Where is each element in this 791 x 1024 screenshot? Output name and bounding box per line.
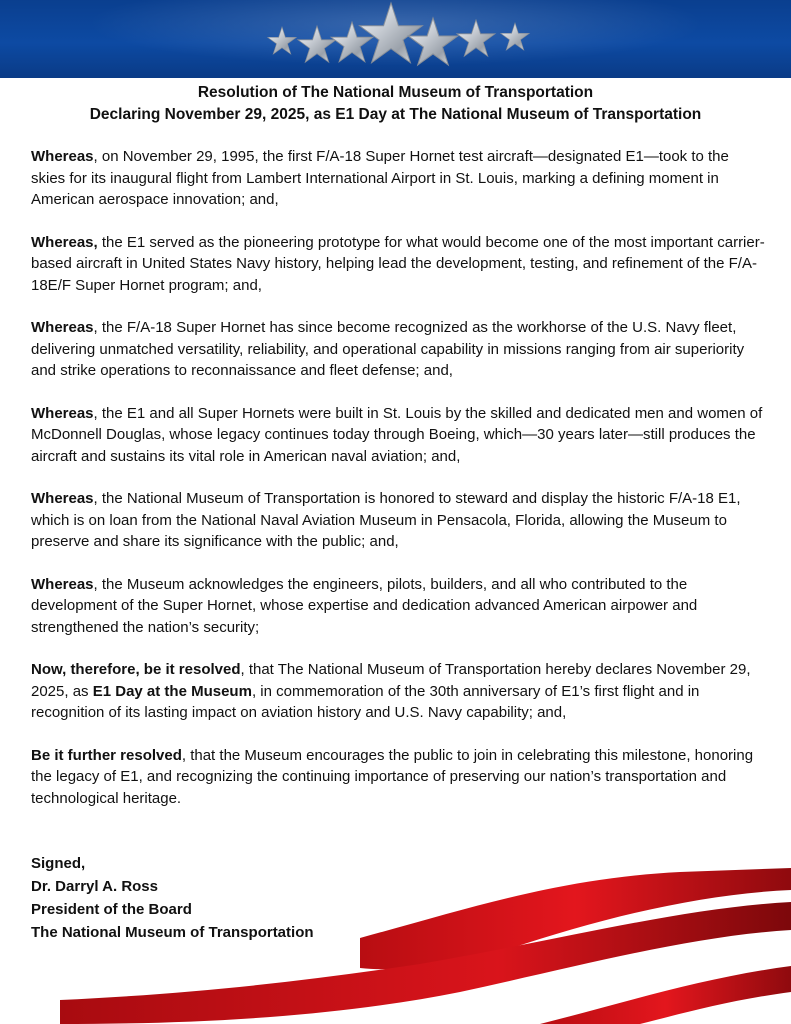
star-icon <box>268 27 297 54</box>
red-stripe <box>540 966 791 1024</box>
title-line-2: Declaring November 29, 2025, as E1 Day at The National Museum of Transportation <box>89 106 702 123</box>
silver-stars-icon <box>260 0 535 80</box>
further-text: , that the Museum encourages the public to join in celebrating this milestone, honoring the legacy of E1, and recognizing the continuing importance of preserving our nation’s transportation and technological heritage. <box>31 746 754 807</box>
paragraph-text: , on November 29, 1995, the first F/A-18 Super Hornet test aircraft—designated E1—took to the skies for its inaugural flight from Lambert International Airport in St. Louis, marking a defining moment in American aerospace innovation; and, <box>31 148 729 208</box>
resolved-text-before: , that The National Museum of Transportation hereby declares November 29, 2025, as <box>31 661 751 700</box>
resolved-paragraph <box>31 659 766 724</box>
whereas-paragraph <box>31 317 766 382</box>
whereas-paragraph <box>31 488 766 553</box>
signature-block <box>31 852 314 944</box>
whereas-paragraph <box>31 232 766 297</box>
title-line-1: Resolution of The National Museum of Transportation <box>197 84 594 101</box>
star-icon <box>457 20 495 56</box>
resolution-title <box>31 82 760 126</box>
whereas-paragraph <box>31 146 766 211</box>
resolved-text-after: , in commemoration of the 30th anniversary of E1’s first flight and in recognition of its lasting impact on aviation history and U.S. Navy capability; and, <box>31 682 700 721</box>
star-icon <box>408 18 457 65</box>
further-lead: Be it further resolved <box>31 746 182 764</box>
whereas-paragraph <box>31 574 766 639</box>
paragraph-lead: Whereas <box>31 404 94 422</box>
paragraph-text: , the E1 and all Super Hornets were built in St. Louis by the skilled and dedicated men and women of McDonnell Douglas, whose legacy continues today through Boeing, which—30 years later—still produces the aircraft and sustains its vital role in American naval aviation; and, <box>31 404 763 465</box>
signer-organization: The National Museum of Transportation <box>31 924 314 941</box>
paragraph-lead: Whereas <box>31 319 94 336</box>
paragraph-text: the E1 served as the pioneering prototype for what would become one of the most important carrier-based aircraft in United States Navy history, helping lead the development, testing, and refinement of the F/A-18E/F Super Hornet program; and, <box>31 233 765 294</box>
star-icon <box>360 3 423 63</box>
star-icon <box>298 26 336 62</box>
whereas-paragraph <box>31 403 766 468</box>
paragraph-lead: Whereas <box>31 490 94 507</box>
paragraph-lead: Whereas <box>31 148 94 165</box>
paragraph-text: , the National Museum of Transportation is honored to steward and display the historic F/A-18 E1, which is on loan from the National Naval Aviation Museum in Pensacola, Florida, allowing the Museum to preserve and share its significance with the public; and, <box>31 490 741 550</box>
resolved-lead: Now, therefore, be it resolved <box>31 661 241 678</box>
paragraph-text: , the Museum acknowledges the engineers, pilots, builders, and all who contributed to the development of the Super Hornet, whose expertise and dedication advanced American airpower and strengthened the nation’s security; <box>31 575 698 636</box>
paragraph-text: , the F/A-18 Super Hornet has since become recognized as the workhorse of the U.S. Navy fleet, delivering unmatched versatility, reliability, and operational capability in missions ranging from air superiority and strike operations to reconnaissance and fleet defense; and, <box>31 319 745 379</box>
further-resolved-paragraph <box>31 745 766 810</box>
paragraph-lead: Whereas, <box>31 233 98 251</box>
signed-label: Signed, <box>31 855 86 872</box>
e1-day-highlight: E1 Day at the Museum <box>92 682 252 700</box>
resolution-body <box>31 146 766 830</box>
paragraph-lead: Whereas <box>31 575 94 593</box>
star-icon <box>501 23 530 50</box>
signer-role: President of the Board <box>31 901 192 918</box>
signer-name: Dr. Darryl A. Ross <box>31 878 158 895</box>
